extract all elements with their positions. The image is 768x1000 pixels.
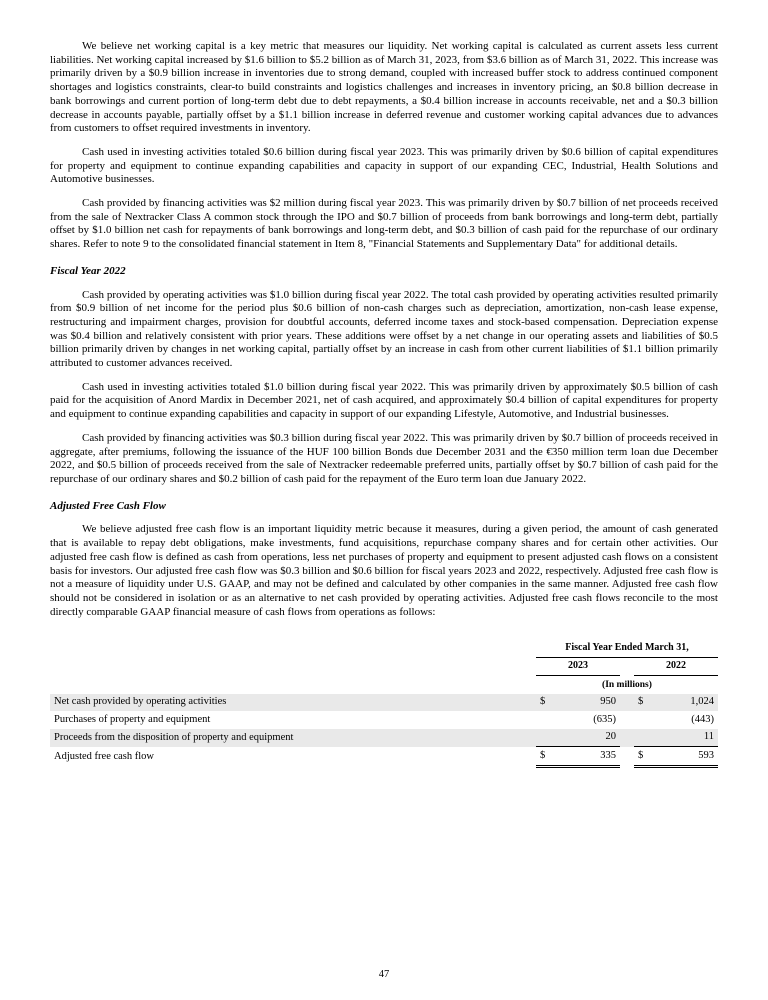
table-row	[50, 729, 718, 747]
currency-symbol	[536, 711, 554, 729]
table-year-header-row	[50, 657, 718, 676]
table-row	[50, 694, 718, 712]
adjusted-free-cash-flow-table	[50, 639, 718, 768]
table-group-header-row	[50, 639, 718, 657]
value-2022: 1,024	[690, 696, 714, 708]
row-label: Net cash provided by operating activities	[54, 696, 227, 708]
row-label: Purchases of property and equipment	[54, 713, 211, 725]
paragraph-net-working-capital: We believe net working capital is a key metric that measures our liquidity. Net working capital is calculated as current assets less current liabilities. Net working capital increased by $1.6 billion to $5.2 billion as of March 31, 2023, from $3.6 billion as of March 31, 2022. This increase was primarily driven by a $0.9 billion increase in inventories due to strong demand, coupled with increased buffer stock to address continued component shortages and logistics constraints, clear-to build constraints and logistics challenges and increases in inventory pricing, an $0.8 billion decrease in bank borrowings and current portion of long-term debt due to debt repayments, a $0.4 billion increase in accounts receivable, net and a $0.3 billion decrease in accounts payable, partially offset by a $1.1 billion increase in deferred revenue and customer working capital advances due to advances from customers to offset required investments in inventory.	[50, 40, 718, 135]
paragraph-financing-activities-2022: Cash provided by financing activities was $0.3 billion during fiscal year 2022. This was primarily driven by $0.7 billion of proceeds received in aggregate, after premiums, following the issuance of the HUF 100 billion Bonds due December 2031 and the €350 million term loan due December 2022, and $0.5 billion of proceeds received from the sale of Nextracker redeemable preferred units, partially offset by $0.7 billion of cash paid for the repurchase of our ordinary shares and $0.2 billion of cash paid for the repayment of the Euro term loan due January 2022.	[50, 431, 718, 485]
value-2023: 950	[600, 696, 616, 708]
value-2022: 593	[652, 747, 718, 767]
row-label: Adjusted free cash flow	[54, 751, 155, 763]
table-row	[50, 747, 718, 767]
paragraph-operating-activities-2022: Cash provided by operating activities was $1.0 billion during fiscal year 2022. The total cash provided by operating activities resulted primarily from $0.9 billion of net income for the period plus $0.6 billion of non-cash charges such as depreciation, amortization, non-cash lease expense, restructuring and impairment charges, provision for doubtful accounts, deferred income taxes and stock-based compensation. Depreciation expense was $0.4 billion and relatively consistent with prior years. These additions were offset by a net change in our operating assets and liabilities of $0.5 billion primarily driven by changes in net working capital, partially offset by an increase in cash from other current liabilities of $1.1 billion primarily attributed to customer advances received.	[50, 288, 718, 370]
currency-symbol: $	[539, 696, 546, 708]
row-label: Proceeds from the disposition of property and equipment	[54, 731, 294, 743]
paragraph-adjusted-free-cash-flow: We believe adjusted free cash flow is an important liquidity metric because it measures, during a given period, the amount of cash generated that is available to repay debt obligations, make investments, fund acquisitions, repurchase company shares and for certain other activities. Our adjusted free cash flow is defined as cash from operations, less net purchases of property and equipment to present adjusted cash flows on a consistent basis for investors. Our adjusted free cash flow was $0.3 billion and $0.6 billion for fiscal years 2023 and 2022, respectively. Adjusted free cash flow is not a measure of liquidity under U.S. GAAP, and may not be defined and calculated by other companies in the same manner. Adjusted free cash flow should not be considered in isolation or as an alternative to net cash provided by operating activities. Adjusted free cash flows reconcile to the most directly comparable GAAP financial measure of cash flows from operations as follows:	[50, 523, 718, 618]
currency-symbol: $	[637, 696, 644, 708]
value-2023: 20	[605, 731, 616, 743]
table-units-row	[50, 676, 718, 694]
heading-adjusted-free-cash-flow: Adjusted Free Cash Flow	[50, 499, 166, 512]
value-2022: 11	[703, 731, 714, 743]
currency-symbol: $	[536, 747, 554, 767]
paragraph-investing-activities-2022: Cash used in investing activities totaled $1.0 billion during fiscal year 2022. This was primarily driven by approximately $0.5 billion of cash paid for the acquisition of Anord Mardix in December 2021, net of cash acquired, and approximately $0.4 billion of capital expenditures for property and equipment to continue expanding capabilities and capacity in support of our expanding Lifestyle, Automotive, and Industrial businesses.	[50, 380, 718, 421]
currency-symbol	[536, 729, 554, 747]
value-2023: (635)	[593, 713, 616, 725]
paragraph-investing-activities-2023: Cash used in investing activities totaled $0.6 billion during fiscal year 2023. This was primarily driven by $0.6 billion of capital expenditures for property and equipment to continue expanding capabilities and capacity in support of our expanding CEC, Industrial, Health Solutions and Automotive businesses.	[50, 145, 718, 186]
currency-symbol	[634, 729, 652, 747]
table-units-label: (In millions)	[602, 679, 652, 690]
paragraph-financing-activities-2023: Cash provided by financing activities was $2 million during fiscal year 2023. This was primarily driven by $0.7 billion of net proceeds received from the sale of Nextracker Class A common stock through the IPO and $0.7 billion of proceeds from bank borrowings and long-term debt, partially offset by $1.0 billion net cash for repayments of bank borrowings and long-term debt, and $0.3 billion of cash paid for the repurchase of our ordinary shares. Refer to note 9 to the consolidated financial statement in Item 8, "Financial Statements and Supplementary Data" for additional details.	[50, 197, 718, 251]
value-2023: 335	[554, 747, 620, 767]
page-number: 47	[378, 969, 390, 980]
value-2022: (443)	[691, 713, 714, 725]
currency-symbol: $	[634, 747, 652, 767]
table-group-header: Fiscal Year Ended March 31,	[536, 639, 718, 657]
heading-fiscal-year-2022: Fiscal Year 2022	[50, 264, 126, 277]
table-year-2023: 2023	[536, 657, 620, 676]
table-year-2022: 2022	[634, 657, 718, 676]
table-row	[50, 711, 718, 729]
currency-symbol	[634, 711, 652, 729]
